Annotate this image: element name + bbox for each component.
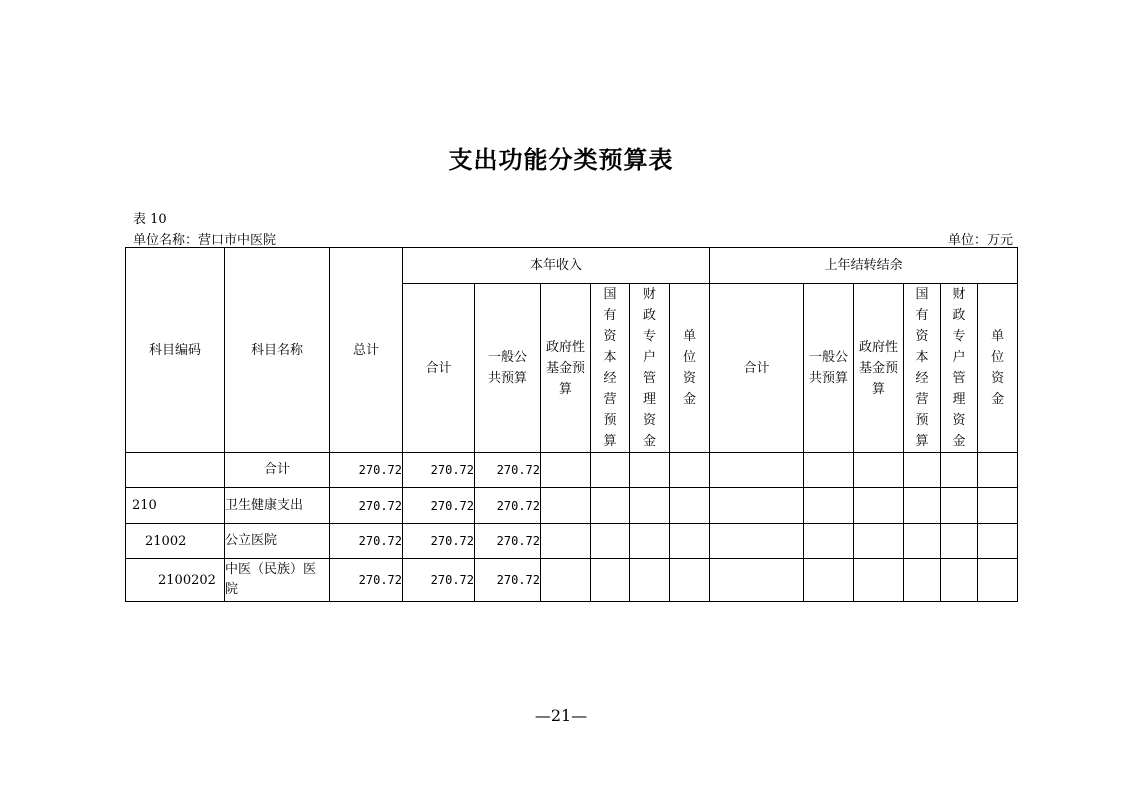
header-total: 总计 — [330, 248, 403, 453]
row-cy-general: 270.72 — [475, 524, 541, 559]
row-total: 270.72 — [330, 453, 403, 488]
header-py-total: 合计 — [710, 284, 804, 453]
row-cy-general: 270.72 — [475, 488, 541, 524]
header-code: 科目编码 — [126, 248, 225, 453]
budget-table — [125, 247, 1018, 602]
row-cy-general: 270.72 — [475, 453, 541, 488]
row-name: 公立医院 — [225, 524, 330, 559]
header-prior-year: 上年结转结余 — [710, 248, 1018, 284]
row-total: 270.72 — [330, 524, 403, 559]
row-name: 卫生健康支出 — [225, 488, 330, 524]
table-row — [126, 559, 1018, 602]
header-current-year: 本年收入 — [403, 248, 710, 284]
header-cy-total: 合计 — [403, 284, 475, 453]
row-code: 210 — [126, 488, 225, 524]
row-name: 合计 — [225, 453, 330, 488]
row-total: 270.72 — [330, 559, 403, 602]
page-title: 支出功能分类预算表 — [448, 145, 674, 174]
table-row — [126, 488, 1018, 524]
row-cy-total: 270.72 — [403, 488, 475, 524]
header-py-state-capital: 国有资本经营预算 — [904, 284, 941, 453]
row-code: 21002 — [126, 524, 225, 559]
row-cy-general: 270.72 — [475, 559, 541, 602]
table-row — [126, 524, 1018, 559]
header-name: 科目名称 — [225, 248, 330, 453]
header-cy-special-fund: 财政专户管理资金 — [630, 284, 670, 453]
table-number: 表 10 — [133, 212, 167, 227]
row-code: 2100202 — [126, 559, 225, 602]
header-py-general: 一般公共预算 — [804, 284, 854, 453]
row-name: 中医（民族）医院 — [225, 559, 330, 602]
header-cy-gov-fund: 政府性基金预算 — [541, 284, 591, 453]
header-cy-state-capital: 国有资本经营预算 — [591, 284, 630, 453]
header-py-special-fund: 财政专户管理资金 — [941, 284, 978, 453]
row-cy-total: 270.72 — [403, 524, 475, 559]
header-cy-unit-fund: 单位资金 — [670, 284, 710, 453]
currency-unit: 单位：万元 — [948, 233, 1014, 248]
unit-name: 单位名称：营口市中医院 — [133, 233, 277, 248]
table-row — [126, 453, 1018, 488]
row-cy-total: 270.72 — [403, 453, 475, 488]
row-code — [126, 453, 225, 488]
header-cy-general: 一般公共预算 — [475, 284, 541, 453]
row-cy-total: 270.72 — [403, 559, 475, 602]
page-number: —21— — [534, 706, 588, 725]
row-total: 270.72 — [330, 488, 403, 524]
header-py-gov-fund: 政府性基金预算 — [854, 284, 904, 453]
header-py-unit-fund: 单位资金 — [978, 284, 1018, 453]
